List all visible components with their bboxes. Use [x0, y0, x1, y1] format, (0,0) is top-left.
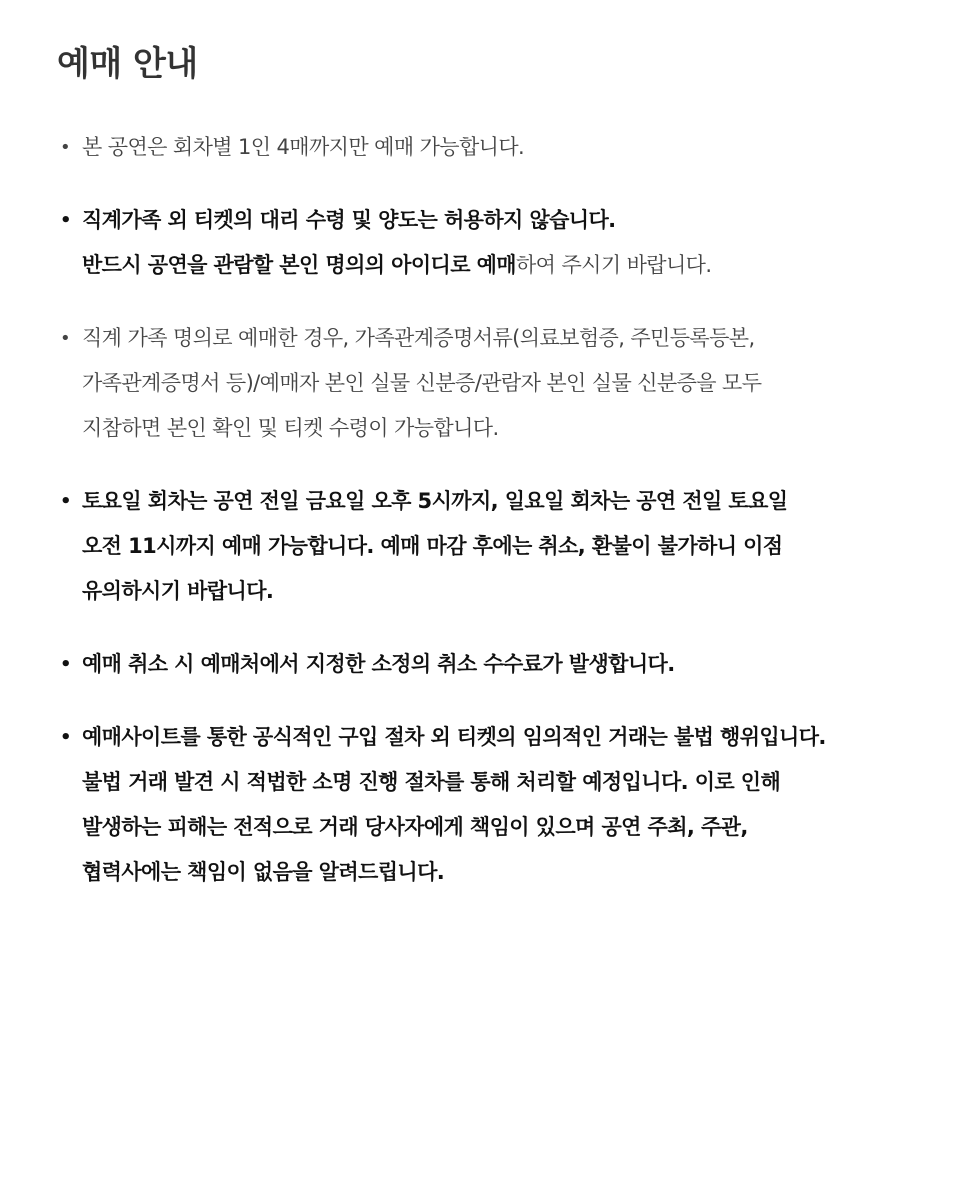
notice-line [82, 524, 940, 569]
notice-item [60, 479, 940, 614]
notice-line [82, 243, 940, 288]
notice-text: 하여 주시기 바랍니다. [516, 253, 712, 277]
page-title: 예매 안내 [57, 44, 198, 84]
notice-item [60, 715, 940, 895]
notice-text: 오전 11시까지 예매 가능합니다. 예매 마감 후에는 취소, 환불이 불가하니 이점 [82, 534, 783, 558]
notice-line [82, 125, 940, 170]
bullet-icon: • [60, 328, 71, 349]
notice-line [82, 406, 940, 451]
notice-line [82, 316, 940, 361]
bullet-icon: • [60, 654, 71, 675]
notice-line [82, 479, 940, 524]
notice-line [82, 715, 940, 760]
notice-text: 지참하면 본인 확인 및 티켓 수령이 가능합니다. [82, 416, 499, 440]
notice-item [60, 125, 940, 170]
notice-line [82, 850, 940, 895]
bullet-icon: • [60, 727, 71, 748]
notice-text: 토요일 회차는 공연 전일 금요일 오후 5시까지, 일요일 회차는 공연 전일 토요일 [82, 489, 788, 513]
notice-text: 직계 가족 명의로 예매한 경우, 가족관계증명서류(의료보험증, 주민등록등본, [82, 326, 755, 350]
notice-text: 반드시 공연을 관람할 본인 명의의 아이디로 예매 [82, 253, 516, 277]
notice-text: 발생하는 피해는 전적으로 거래 당사자에게 책임이 있으며 공연 주최, 주관, [82, 815, 748, 839]
notice-line [82, 198, 940, 243]
notice-text: 불법 거래 발견 시 적법한 소명 진행 절차를 통해 처리할 예정입니다. 이로 인해 [82, 770, 781, 794]
notice-text: 예매사이트를 통한 공식적인 구입 절차 외 티켓의 임의적인 거래는 불법 행위입니다. [82, 725, 826, 749]
bullet-icon: • [60, 137, 71, 158]
notice-text: 직계가족 외 티켓의 대리 수령 및 양도는 허용하지 않습니다. [82, 208, 616, 232]
notice-line [82, 642, 940, 687]
notice-item [60, 316, 940, 451]
notice-item [60, 198, 940, 288]
bullet-icon: • [60, 491, 71, 512]
bullet-icon: • [60, 210, 71, 231]
notice-line [82, 805, 940, 850]
notice-line [82, 760, 940, 805]
notice-text: 유의하시기 바랍니다. [82, 579, 274, 603]
notice-line [82, 569, 940, 614]
notice-item [60, 642, 940, 687]
notice-list [60, 125, 940, 923]
notice-text: 예매 취소 시 예매처에서 지정한 소정의 취소 수수료가 발생합니다. [82, 652, 675, 676]
notice-text: 협력사에는 책임이 없음을 알려드립니다. [82, 860, 445, 884]
notice-text: 가족관계증명서 등)/예매자 본인 실물 신분증/관람자 본인 실물 신분증을 모두 [82, 371, 762, 395]
notice-text: 본 공연은 회차별 1인 4매까지만 예매 가능합니다. [82, 135, 525, 159]
notice-line [82, 361, 940, 406]
